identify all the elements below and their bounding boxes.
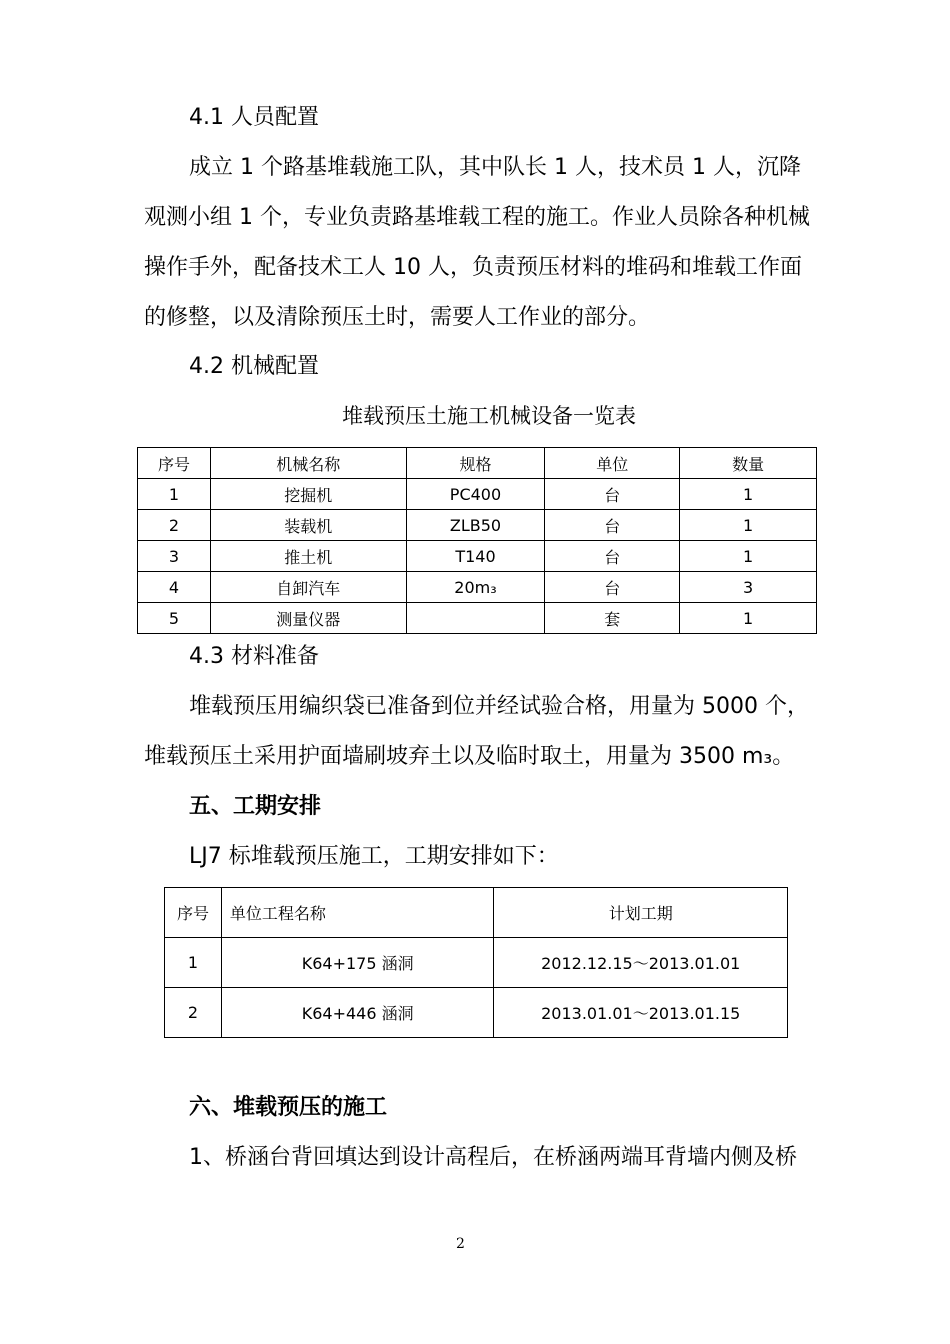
header-cell: 计划工期 — [494, 888, 788, 938]
table-row — [138, 603, 817, 634]
machinery-table — [137, 447, 817, 634]
page-number: 2 — [456, 1236, 465, 1252]
table-cell: 1 — [165, 938, 222, 988]
header-cell: 序号 — [165, 888, 222, 938]
header-cell: 单位工程名称 — [221, 888, 494, 938]
table-cell: 挖掘机 — [210, 479, 406, 510]
table-cell: 台 — [545, 572, 680, 603]
table-row — [138, 572, 817, 603]
paragraph-line: 的修整，以及清除预压土时，需要人工作业的部分。 — [144, 305, 651, 330]
table-header-row — [138, 448, 817, 479]
header-cell: 单位 — [545, 448, 680, 479]
table-cell: 2 — [165, 988, 222, 1038]
table-cell: 台 — [545, 479, 680, 510]
table-row — [138, 479, 817, 510]
section-4-1-title: 4.1 人员配置 — [189, 105, 319, 130]
table-cell: 2 — [138, 510, 211, 541]
table-cell: 20m₃ — [406, 572, 545, 603]
section-4-2-title: 4.2 机械配置 — [189, 354, 319, 379]
table-cell: T140 — [406, 541, 545, 572]
schedule-table — [164, 887, 788, 1038]
table-row — [165, 988, 788, 1038]
table-cell: ZLB50 — [406, 510, 545, 541]
table-row — [165, 938, 788, 988]
section-4-3-title: 4.3 材料准备 — [189, 644, 319, 669]
table-cell: 台 — [545, 510, 680, 541]
table-cell: 1 — [680, 541, 817, 572]
table-cell: 4 — [138, 572, 211, 603]
section-6-heading: 六、堆载预压的施工 — [189, 1095, 388, 1120]
table-cell: 1 — [680, 479, 817, 510]
table-cell: 自卸汽车 — [210, 572, 406, 603]
table-cell: 2013.01.01～2013.01.15 — [494, 988, 788, 1038]
paragraph-line: 堆载预压用编织袋已准备到位并经试验合格，用量为 5000 个， — [189, 694, 809, 719]
table-cell: PC400 — [406, 479, 545, 510]
paragraph-line: 1、桥涵台背回填达到设计高程后，在桥涵两端耳背墙内侧及桥 — [189, 1145, 797, 1170]
table-cell: K64+175 涵洞 — [221, 938, 494, 988]
table-cell: K64+446 涵洞 — [221, 988, 494, 1038]
table-cell: 推土机 — [210, 541, 406, 572]
paragraph-line: 操作手外，配备技术工人 10 人，负责预压材料的堆码和堆载工作面 — [144, 255, 802, 280]
header-cell: 序号 — [138, 448, 211, 479]
table-cell: 3 — [138, 541, 211, 572]
table-cell: 装载机 — [210, 510, 406, 541]
table-cell: 测量仪器 — [210, 603, 406, 634]
header-cell: 数量 — [680, 448, 817, 479]
paragraph-line: LJ7 标堆载预压施工，工期安排如下： — [189, 844, 559, 869]
table-cell: 1 — [680, 603, 817, 634]
paragraph-line: 观测小组 1 个，专业负责路基堆载工程的施工。作业人员除各种机械 — [144, 205, 810, 230]
table-cell: 1 — [138, 479, 211, 510]
paragraph-line: 堆载预压土采用护面墙刷坡弃土以及临时取土，用量为 3500 m₃。 — [144, 744, 795, 769]
table-cell: 台 — [545, 541, 680, 572]
table-cell: 套 — [545, 603, 680, 634]
table1-caption: 堆载预压土施工机械设备一览表 — [342, 404, 636, 428]
header-cell: 机械名称 — [210, 448, 406, 479]
table-cell: 5 — [138, 603, 211, 634]
table-cell: 2012.12.15～2013.01.01 — [494, 938, 788, 988]
table-cell — [406, 603, 545, 634]
header-cell: 规格 — [406, 448, 545, 479]
table-cell: 3 — [680, 572, 817, 603]
table-header-row — [165, 888, 788, 938]
table-row — [138, 510, 817, 541]
paragraph-line: 成立 1 个路基堆载施工队，其中队长 1 人，技术员 1 人，沉降 — [189, 155, 801, 180]
table-row — [138, 541, 817, 572]
section-5-heading: 五、工期安排 — [189, 794, 322, 819]
table-cell: 1 — [680, 510, 817, 541]
